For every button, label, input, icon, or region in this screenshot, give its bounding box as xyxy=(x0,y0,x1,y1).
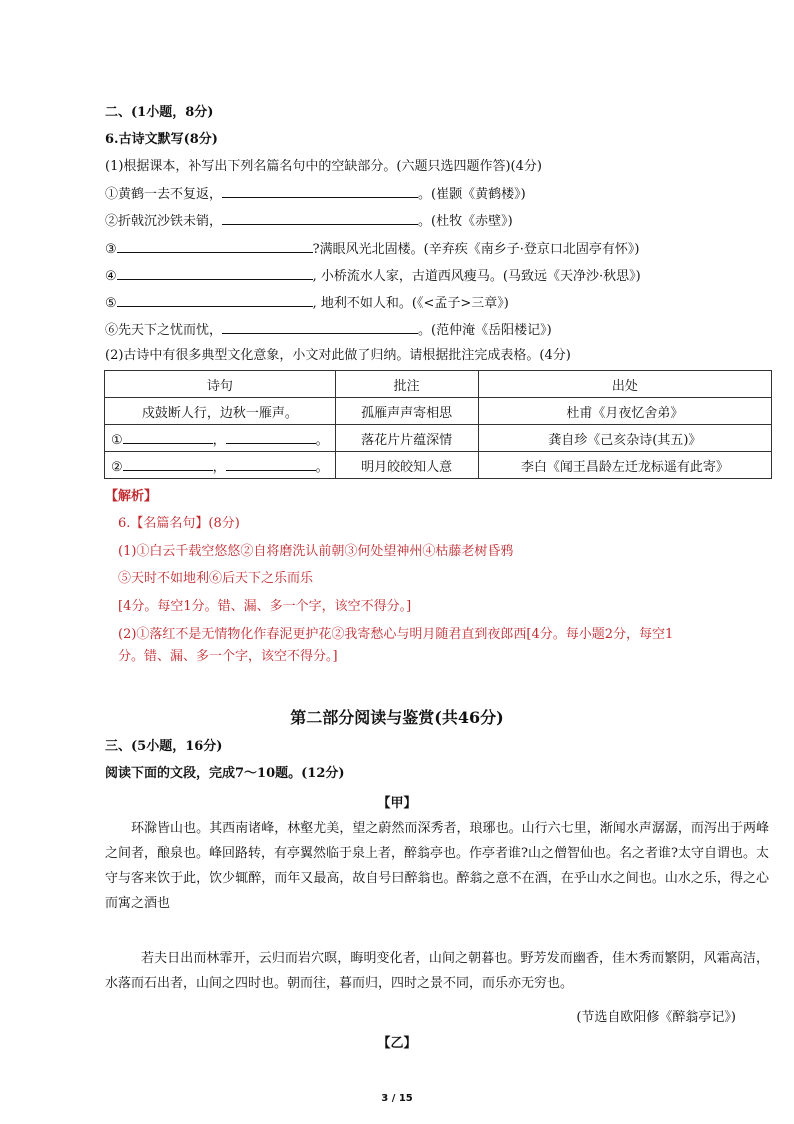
answer-line: 分。错、漏、多一个字，该空不得分。] xyxy=(118,649,338,664)
answer-line: (2)①落红不是无情物化作春泥更护花②我寄愁心与明月随君直到夜郎西[4分。每小题2分，每空1 xyxy=(118,627,674,642)
part-title: 第二部分阅读与鉴赏(共46分) xyxy=(290,708,504,727)
passage-source: (节选自欧阳修《醉翁亭记》) xyxy=(576,1010,736,1025)
table-row xyxy=(105,452,772,479)
table-row xyxy=(105,425,772,452)
table-row xyxy=(105,398,772,425)
answer-blank[interactable] xyxy=(123,430,213,444)
reading-instruction: 阅读下面的文段，完成7～10题。(12分) xyxy=(105,766,345,781)
passage-paragraph: 若夫日出而林霏开，云归而岩穴暝，晦明变化者，山间之朝暮也。野芳发而幽香，佳木秀而繁阴，风霜高洁，水落而石出者，山间之四时也。朝而往，暮而归，四时之景不同，而乐亦无穷也。 xyxy=(105,951,769,991)
table-cell-source: 李白《闻王昌龄左迁龙标遥有此寄》 xyxy=(478,452,771,479)
fill-line-5: ⑤ , 地利不如人和。(《<孟子>三章》) xyxy=(105,293,509,313)
passage-label-jia: 【甲】 xyxy=(377,796,417,811)
fill-line-1: ①黄鹤一去不复返， 。(崔颢《黄鹤楼》) xyxy=(105,184,526,204)
answer-blank[interactable] xyxy=(226,457,316,471)
passage-label-yi: 【乙】 xyxy=(377,1036,417,1051)
fill-line-6: ⑥先天下之忧而忧， 。(范仲淹《岳阳楼记》) xyxy=(105,320,552,340)
fill-line-2: ②折戟沉沙铁未销， 。(杜牧《赤壁》) xyxy=(105,211,513,231)
table-header: 诗句 xyxy=(105,371,336,398)
table-cell-poem: ② ， 。 xyxy=(105,452,336,479)
answer-blank[interactable] xyxy=(222,320,418,334)
fill-line-3: ③ ?满眼风光北固楼。(辛弃疾《南乡子·登京口北固亭有怀》) xyxy=(105,239,639,259)
table-header: 批注 xyxy=(335,371,478,398)
answer-blank[interactable] xyxy=(222,184,418,198)
passage-paragraph: 环滁皆山也。其西南诸峰，林壑尤美，望之蔚然而深秀者，琅琊也。山行六七里，渐闻水声潺潺，而泻出于两峰之间者，酿泉也。峰回路转，有亭翼然临于泉上者，醉翁亭也。作亭者谁?山之僧智仙也。名之者谁?太守自谓也。太守与客来饮于此，饮少辄醉，而年又最高，故自号曰醉翁也。醉翁之意不在酒，在乎山水之间也。山水之乐，得之心而寓之酒也 xyxy=(105,821,769,911)
table-cell-source: 龚自珍《己亥杂诗(其五)》 xyxy=(478,425,771,452)
table-cell-poem: ① ， 。 xyxy=(105,425,336,452)
table-header-row xyxy=(105,371,772,398)
answer-blank[interactable] xyxy=(117,293,313,307)
table-cell-poem: 戍鼓断人行，边秋一雁声。 xyxy=(105,398,336,425)
table-cell-note: 落花片片蕴深情 xyxy=(335,425,478,452)
answer-blank[interactable] xyxy=(226,430,316,444)
section-heading: 二、(1小题，8分) xyxy=(105,105,214,120)
answer-blank[interactable] xyxy=(123,457,213,471)
fill-line-4: ④ , 小桥流水人家，古道西风瘦马。(马致远《天净沙·秋思》) xyxy=(105,266,641,286)
answer-label: 【解析】 xyxy=(105,489,158,504)
answer-blank[interactable] xyxy=(117,239,313,253)
imagery-table xyxy=(104,370,772,479)
answer-blank[interactable] xyxy=(222,211,418,225)
table-cell-source: 杜甫《月夜忆舍弟》 xyxy=(478,398,771,425)
table-header: 出处 xyxy=(478,371,771,398)
section-heading: 三、(5小题，16分) xyxy=(105,739,223,754)
question-part1: (1)根据课本，补写出下列名篇名句中的空缺部分。(六题只选四题作答)(4分) xyxy=(105,159,542,174)
answer-line: [4分。每空1分。错、漏、多一个字，该空不得分。] xyxy=(118,599,412,614)
question-title: 6.古诗文默写(8分) xyxy=(105,132,218,147)
question-part2: (2)古诗中有很多典型文化意象，小文对此做了归纳。请根据批注完成表格。(4分) xyxy=(105,348,571,363)
answer-blank[interactable] xyxy=(117,266,313,280)
answer-line: ⑤天时不如地利⑥后天下之乐而乐 xyxy=(118,571,314,586)
page-number: 3 / 15 xyxy=(381,1093,413,1104)
table-cell-note: 明月皎皎知人意 xyxy=(335,452,478,479)
answer-line: (1)①白云千载空悠悠②自将磨洗认前朝③何处望神州④枯藤老树昏鸦 xyxy=(118,544,514,559)
table-cell-note: 孤雁声声寄相思 xyxy=(335,398,478,425)
answer-line: 6.【名篇名句】(8分) xyxy=(118,516,240,531)
